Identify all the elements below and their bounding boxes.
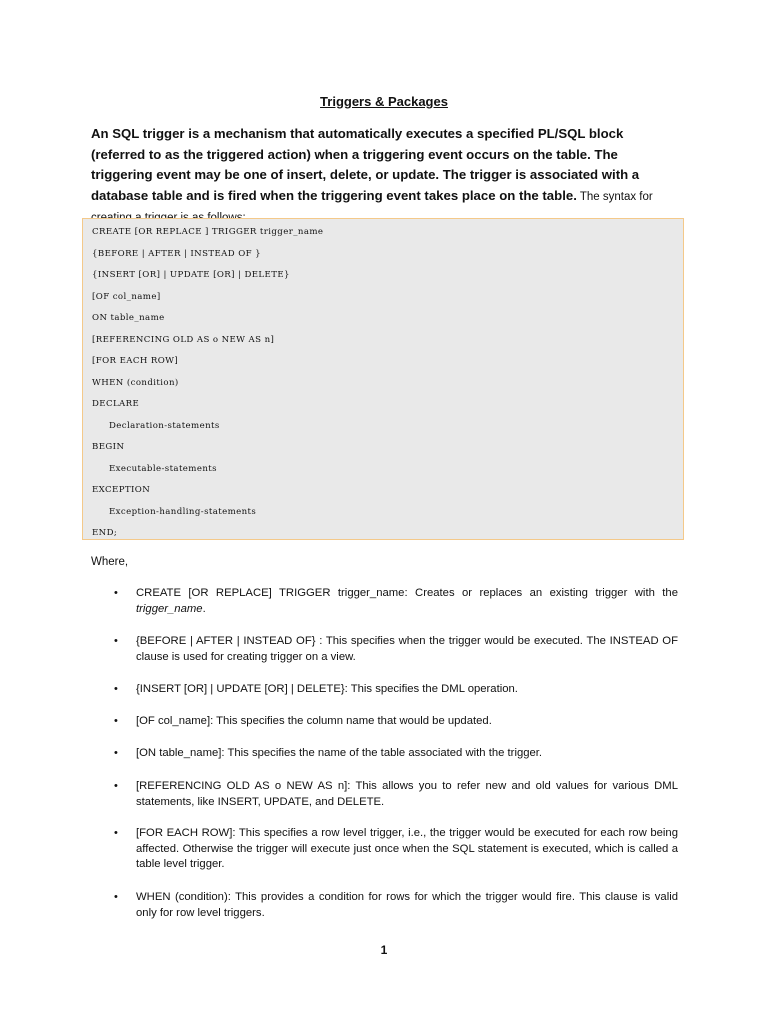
where-label: Where, — [91, 556, 129, 568]
code-block — [82, 218, 684, 540]
code-line: [OF col_name] — [92, 291, 161, 302]
intro-tail-text: The syntax for — [579, 190, 653, 203]
bullet-icon: • — [114, 715, 118, 727]
bullet-text: [REFERENCING OLD AS o NEW AS n]: This allows you to refer new and old values for various DML statements, like INSERT, UPDATE, and DELETE. — [136, 780, 678, 808]
bullet-text: {BEFORE | AFTER | INSTEAD OF} : This specifies when the trigger would be executed. The INSTEAD OF clause is used for creating trigger on a view. — [136, 635, 678, 663]
code-line: [FOR EACH ROW] — [92, 356, 179, 366]
bullet-text-main: CREATE [OR REPLACE] TRIGGER trigger_name: Creates or replaces an existing trigger with the — [136, 587, 678, 599]
intro-paragraph — [91, 124, 677, 229]
code-line: Declaration-statements — [109, 420, 220, 431]
bullet-icon: • — [114, 747, 118, 759]
page-number: 1 — [380, 943, 388, 957]
code-line: DECLARE — [92, 399, 140, 409]
intro-bold-text: An SQL trigger is a mechanism that automatically executes a specified PL/SQL block (referred to as the triggered action) when a triggering event occurs on the table. The triggering event may be one of insert, delete, or update. The trigger is associated with a database table and is fired when the triggering event takes place on the table. — [91, 126, 640, 203]
code-line: Executable-statements — [109, 463, 217, 474]
bullet-icon: • — [114, 891, 118, 903]
code-line: EXCEPTION — [92, 485, 151, 495]
code-line: END; — [92, 528, 118, 538]
bullet-text: [FOR EACH ROW]: This specifies a row level trigger, i.e., the trigger would be executed for each row being affected. Otherwise the trigger will execute just once when the SQL statement is executed, which is called a table level trigger. — [136, 827, 678, 870]
bullet-icon: • — [114, 635, 118, 647]
code-line: {BEFORE | AFTER | INSTEAD OF } — [92, 248, 262, 259]
code-line: BEGIN — [92, 442, 125, 452]
bullet-text-period: . — [202, 602, 206, 615]
bullet-icon: • — [114, 683, 118, 695]
bullet-icon: • — [114, 587, 118, 599]
bullet-text: {INSERT [OR] | UPDATE [OR] | DELETE}: This specifies the DML operation. — [136, 683, 518, 695]
code-line: {INSERT [OR] | UPDATE [OR] | DELETE} — [92, 270, 290, 280]
code-line: [REFERENCING OLD AS o NEW AS n] — [92, 334, 275, 345]
bullet-icon: • — [114, 827, 118, 839]
bullet-text: WHEN (condition): This provides a condition for rows for which the trigger would fire. This clause is valid only for row level triggers. — [136, 891, 678, 919]
bullet-text-italic: trigger_name — [136, 602, 203, 615]
page-title: Triggers & Packages — [320, 94, 448, 109]
bullet-text: [OF col_name]: This specifies the column name that would be updated. — [136, 715, 492, 727]
code-line: WHEN (condition) — [92, 377, 179, 388]
code-line: Exception-handling-statements — [109, 506, 257, 517]
bullet-text: [ON table_name]: This specifies the name of the table associated with the trigger. — [136, 747, 543, 759]
code-line: CREATE [OR REPLACE ] TRIGGER trigger_name — [92, 227, 324, 237]
code-line: ON table_name — [92, 313, 165, 323]
bullet-icon: • — [114, 780, 118, 792]
bullet-text — [136, 586, 678, 617]
